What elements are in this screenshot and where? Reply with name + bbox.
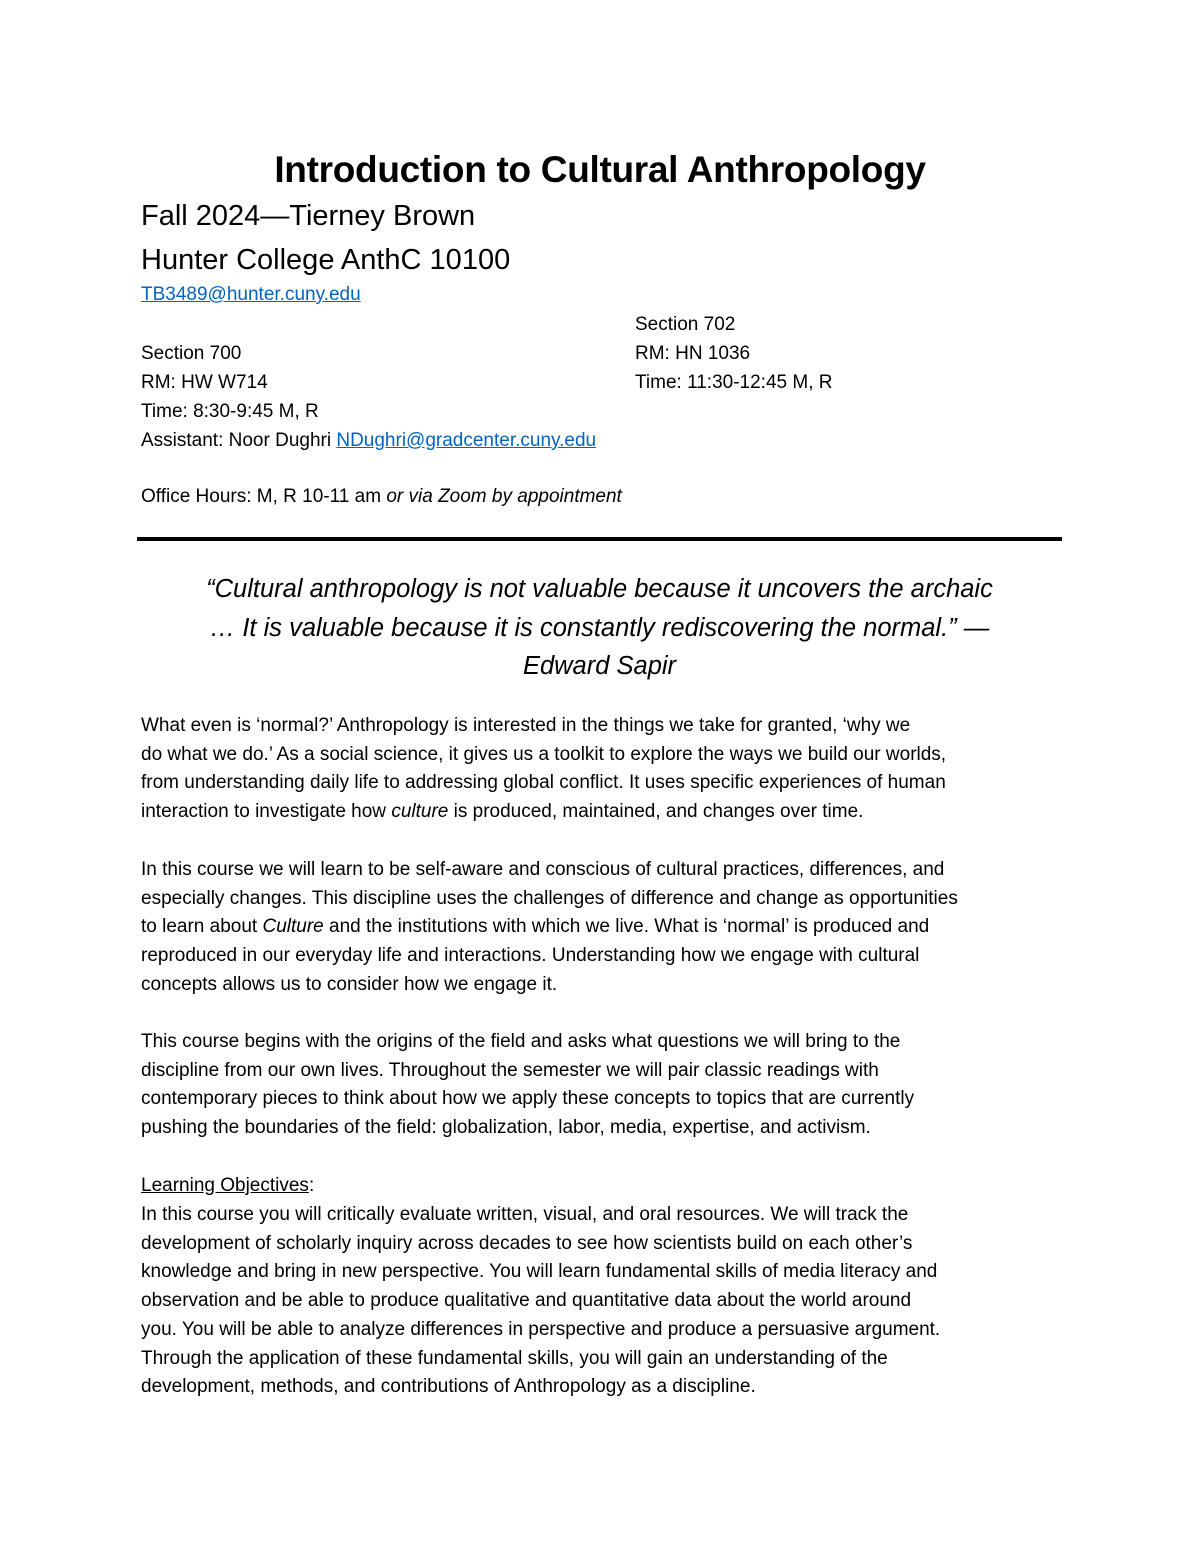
paragraph-line: discipline from our own lives. Throughout the semester we will pair classic readings with — [141, 1059, 879, 1081]
paragraph-line: knowledge and bring in new perspective. You will learn fundamental skills of media literacy and — [141, 1261, 938, 1283]
horizontal-divider — [137, 537, 1062, 541]
office-hours — [141, 483, 622, 511]
assistant-label: Assistant: Noor Dughri — [141, 430, 337, 451]
emphasis-culture: Culture — [262, 916, 324, 938]
learning-objectives-paragraph — [141, 1201, 1071, 1402]
epigraph-quote — [137, 570, 1062, 686]
emphasis-culture: culture — [391, 801, 449, 823]
page-title: Introduction to Cultural Anthropology — [274, 149, 926, 190]
paragraph-line: interaction to investigate how culture is produced, maintained, and changes over time. — [141, 801, 864, 823]
paragraph-line: pushing the boundaries of the field: globalization, labor, media, expertise, and activism. — [141, 1117, 871, 1139]
paragraph-line: concepts allows us to consider how we engage it. — [141, 973, 558, 995]
paragraph-line: development of scholarly inquiry across decades to see how scientists build on each other’s — [141, 1232, 913, 1254]
office-hours-alt: or via Zoom by appointment — [386, 486, 622, 507]
assistant-line — [141, 426, 596, 455]
paragraph-line: In this course you will critically evaluate written, visual, and oral resources. We will track the — [141, 1204, 909, 1225]
instructor-email-link[interactable]: TB3489@hunter.cuny.edu — [141, 284, 361, 305]
course-structure-paragraph — [141, 1028, 1071, 1143]
course-code-line: Hunter College AnthC 10100 — [141, 244, 511, 276]
paragraph-line: from understanding daily life to addressing global conflict. It uses specific experiences of human — [141, 772, 946, 794]
section-700-block — [141, 339, 596, 455]
paragraph-line: observation and be able to produce qualitative and quantitative data about the world around — [141, 1290, 912, 1312]
paragraph-line: you. You will be able to analyze differences in perspective and produce a persuasive argument. — [141, 1318, 941, 1340]
term-instructor-line: Fall 2024—Tierney Brown — [141, 200, 476, 232]
paragraph-line: development, methods, and contributions of Anthropology as a discipline. — [141, 1376, 756, 1398]
paragraph-line: Through the application of these fundamental skills, you will gain an understanding of the — [141, 1347, 888, 1369]
intro-paragraph — [141, 712, 1071, 827]
course-aims-paragraph — [141, 856, 1071, 1000]
quote-attribution: Edward Sapir — [522, 652, 677, 680]
quote-line: … It is valuable because it is constantly rediscovering the normal.” — — [209, 613, 990, 642]
learning-objectives-heading: Learning Objectives: — [141, 1175, 315, 1196]
paragraph-line: What even is ‘normal?’ Anthropology is interested in the things we take for granted, ‘why we — [141, 715, 911, 736]
office-hours-label: Office Hours: M, R 10-11 am — [141, 486, 387, 507]
paragraph-line: reproduced in our everyday life and interactions. Understanding how we engage with cultural — [141, 945, 920, 967]
quote-line: “Cultural anthropology is not valuable because it uncovers the archaic — [206, 575, 993, 603]
assistant-email-link[interactable]: NDughri@gradcenter.cuny.edu — [336, 430, 597, 451]
paragraph-line: to learn about Culture and the institutions with which we live. What is ‘normal’ is produced and — [141, 916, 930, 938]
section-700-room: RM: HW W714 — [141, 372, 268, 393]
section-700-label: Section 700 — [141, 343, 242, 364]
paragraph-line: This course begins with the origins of the field and asks what questions we will bring to the — [141, 1031, 901, 1052]
section-702-label: Section 702 — [635, 314, 736, 335]
section-702-room: RM: HN 1036 — [635, 343, 751, 364]
section-702-time: Time: 11:30-12:45 M, R — [635, 372, 833, 393]
paragraph-line: do what we do.’ As a social science, it gives us a toolkit to explore the ways we build our worlds, — [141, 743, 947, 765]
paragraph-line: contemporary pieces to think about how we apply these concepts to topics that are currently — [141, 1088, 915, 1110]
section-702-block — [635, 310, 832, 397]
section-700-time: Time: 8:30-9:45 M, R — [141, 401, 319, 422]
paragraph-line: especially changes. This discipline uses the challenges of difference and change as opportunities — [141, 887, 958, 909]
paragraph-line: In this course we will learn to be self-aware and conscious of cultural practices, differences, and — [141, 859, 945, 880]
